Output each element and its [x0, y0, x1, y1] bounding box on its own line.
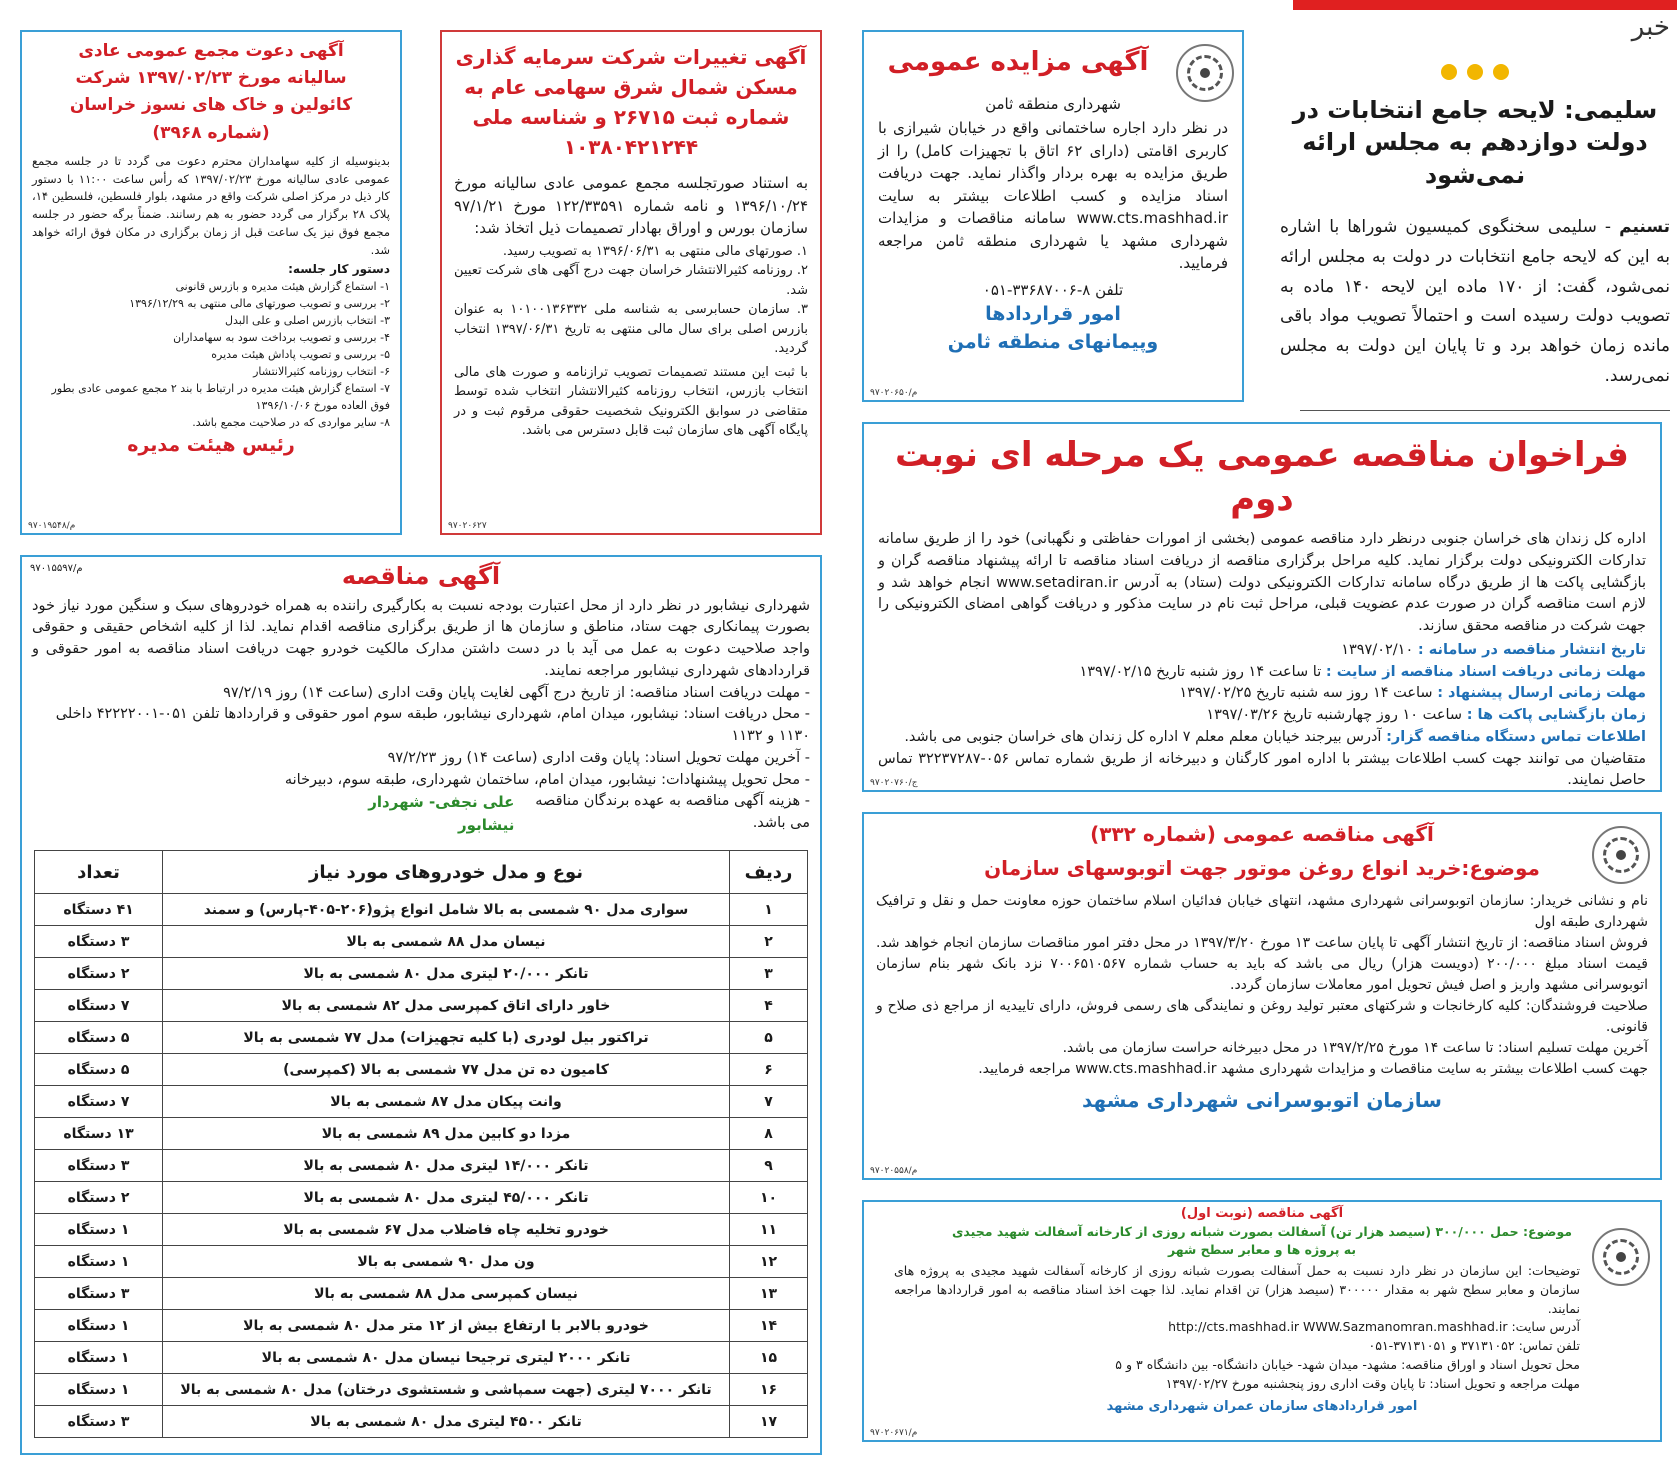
cell-vehicle-type: سواری مدل ۹۰ شمسی به بالا شامل انواع پژو(۲۰۶-۴۰۵-پارس) و سمند: [163, 894, 730, 926]
bus-subject: موضوع:خرید انواع روغن موتور جهت اتوبوسهای سازمان: [984, 855, 1540, 880]
assembly-agenda-6: ۶- انتخاب روزنامه کثیرالانتشار: [253, 364, 390, 378]
table-row: [35, 1214, 808, 1246]
cell-vehicle-type: نیسان مدل ۸۸ شمسی به بالا: [163, 926, 730, 958]
bus-para: نام و نشانی خریدار: سازمان اتوبوسرانی شهرداری مشهد، انتهای خیابان فدائیان اسلام ساختمان حوزه معاونت حمل و نقل و ترافیک شهرداری طبقه اول: [876, 893, 1648, 931]
dot-icon: [1493, 64, 1509, 80]
table-row: [35, 1022, 808, 1054]
tender2-row-value: تا ساعت ۱۴ روز شنبه تاریخ ۱۳۹۷/۰۲/۱۵: [1079, 663, 1322, 680]
cell-row-number: ۱۲: [730, 1246, 808, 1278]
cell-count: ۵ دستگاه: [35, 1022, 163, 1054]
cell-row-number: ۵: [730, 1022, 808, 1054]
table-row: [35, 894, 808, 926]
bus-para: فروش اسناد مناقصه: از تاریخ انتشار آگهی تا پایان ساعت ۱۳ مورخ ۱۳۹۷/۳/۲۰ در محل دفتر امور مناقصات سازمان انجام خواهد شد. قیمت اسناد مبلغ ۲۰۰/۰۰۰ (دویست هزار) ریال می باشد که باید به حساب شماره ۷۰۰۶۵۱۰۵۶۷ نزد بانک شهر بنام سازمان اتوبوسرانی مشهد واریز و اصل فیش تحویل امور معاملات سازمان گردد.: [876, 935, 1649, 994]
assembly-agenda-4: ۴- بررسی و تصویب برداخت سود به سهامداران: [173, 330, 390, 344]
cell-row-number: ۴: [730, 990, 808, 1022]
tender2-row-value: ساعت ۱۰ روز چهارشنبه تاریخ ۱۳۹۷/۰۳/۲۶: [1206, 707, 1463, 724]
table-row: [35, 1118, 808, 1150]
auction-ad: [862, 30, 1244, 402]
tender2-row: [864, 662, 1660, 684]
mashhad-municipality-logo-icon: [1592, 1228, 1650, 1286]
table-row: [35, 1246, 808, 1278]
assembly-agenda-7: ۷- استماع گزارش هیئت مدیره در ارتباط با بند ۲ مجمع عمومی عادی بطور فوق العاده مورخ ۱۳۹۶/۱۰/۰۶: [51, 381, 390, 412]
bus-para: صلاحیت فروشندگان: کلیه کارخانجات و شرکتهای معتبر تولید روغن و نمایندگی های رسمی فروش، دارای تاییدیه از مراجع ذی صلاح و قانونی.: [876, 998, 1648, 1036]
company-changes-ad: [440, 30, 822, 535]
cell-row-number: ۱۴: [730, 1310, 808, 1342]
cell-vehicle-type: تانکر ۴۵۰۰ لیتری مدل ۸۰ شمسی به بالا: [163, 1406, 730, 1438]
auction-org: شهرداری منطقه ثامن: [985, 95, 1121, 114]
cell-row-number: ۱۷: [730, 1406, 808, 1438]
neyshabur-code-top: م/۹۷۰۱۵۵۹۷: [30, 563, 83, 574]
cell-row-number: ۸: [730, 1118, 808, 1150]
asphalt-tender-ad: [862, 1200, 1662, 1442]
cell-row-number: ۱: [730, 894, 808, 926]
cell-vehicle-type: تانکر ۲۰/۰۰۰ لیتری مدل ۸۰ شمسی به بالا: [163, 958, 730, 990]
tender2-row-label: مهلت زمانی دریافت اسناد مناقصه از سایت :: [1325, 663, 1646, 680]
assembly-agenda-3: ۳- انتخاب بازرس اصلی و علی البدل: [225, 313, 390, 327]
news-section: [1280, 12, 1670, 392]
vehicle-table-wrap: [22, 850, 820, 1438]
asphalt-deadline: مهلت مراجعه و تحویل اسناد: تا پایان وقت اداری روز پنجشنبه مورخ ۱۳۹۷/۰۲/۲۷: [1165, 1375, 1580, 1391]
bus-code: م/۹۷۰۲۰۵۵۸: [870, 1166, 918, 1176]
cell-row-number: ۷: [730, 1086, 808, 1118]
auction-title: آگهی مزایده عمومی: [887, 47, 1149, 77]
header-red-bar: [1293, 0, 1677, 10]
col-header-row-number: ردیف: [730, 851, 808, 894]
news-dots: [1280, 64, 1670, 80]
tender2-row-label: اطلاعات تماس دستگاه مناقصه گزار:: [1386, 728, 1646, 745]
changes-item-2: ۲. روزنامه کثیرالانتشار خراسان جهت درج آگهی های شرکت تعیین شد.: [454, 263, 808, 298]
cell-vehicle-type: خودرو تخلیه چاه فاضلاب مدل ۶۷ شمسی به بالا: [163, 1214, 730, 1246]
col-header-vehicle-type: نوع و مدل خودروهای مورد نیاز: [163, 851, 730, 894]
tender2-footer: متقاضیان می توانند جهت کسب اطلاعات بیشتر با اداره امور کارگنان و دبیرخانه از طریق شماره تماس ۰۵۶-۳۲۲۳۷۲۸۷ تماس حاصل نمایند.: [878, 750, 1646, 789]
cell-count: ۳ دستگاه: [35, 926, 163, 958]
cell-vehicle-type: تانکر ۲۰۰۰ لیتری ترجیحا نیسان مدل ۸۰ شمسی به بالا: [163, 1342, 730, 1374]
table-row: [35, 926, 808, 958]
table-row: [35, 1150, 808, 1182]
mashhad-municipality-logo-icon: [1176, 44, 1234, 102]
cell-count: ۳ دستگاه: [35, 1150, 163, 1182]
tender2-body: اداره کل زندان های خراسان جنوبی درنظر دارد مناقصه عمومی (بخشی از امورات حفاظتی و نگهبانی) خود را از طریق سامانه تدارکات الکترونیکی دولت برگزار نماید. کلیه مراحل برگزاری مناقصه از دریافت اسناد مناقصه تا ارائه پیشنهاد مناقصه گران و بازگشایی پاکت ها از طریق درگاه سامانه تدارکات الکترونیکی دولت (ستاد) به آدرس www.setadiran.ir انجام خواهد شد و لازم است مناقصه گران در صورت عدم عضویت قبلی، مراحل ثبت نام در سایت مذکور و دریافت گواهی امضای الکترونیکی را جهت شرکت در مناقصه محقق سازند.: [878, 531, 1646, 635]
changes-title: آگهی تغییرات شرکت سرمایه گذاری مسکن شمال شرق سهامی عام به شماره ثبت ۲۶۷۱۵ و شناسه ملی ۱۰۳۸۰۴۲۱۲۴۴: [455, 45, 807, 159]
cell-count: ۳ دستگاه: [35, 1406, 163, 1438]
cell-row-number: ۱۵: [730, 1342, 808, 1374]
dot-icon: [1441, 64, 1457, 80]
tender2-title: فراخوان مناقصه عمومی یک مرحله ای نوبت دوم: [895, 435, 1629, 519]
tender2-row: [864, 640, 1660, 662]
auction-sign-2: وپیمانهای منطقه ثامن: [947, 330, 1159, 353]
bus-para: جهت کسب اطلاعات بیشتر به سایت مناقصات و مزایدات شهرداری مشهد www.cts.mashhad.ir مراجعه فرمایید.: [978, 1061, 1648, 1078]
assembly-agenda-8: ۸- سایر مواردی که در صلاحیت مجمع باشد.: [192, 416, 390, 429]
auction-body: در نظر دارد اجاره ساختمانی واقع در خیابان شیرازی با کاربری اقامتی (دارای ۶۲ اتاق با تجهیزات کامل) را از طریق مزایده به بهره بردار واگذار نماید. جهت دریافت اسناد مزایده و کسب اطلاعات بیشتر به سایت www.cts.mashhad.ir سامانه مناقصات و مزایدات شهرداری مشهد یا شهرداری منطقه ثامن مراجعه فرمایید.: [878, 119, 1228, 273]
asphalt-body: توضیحات: این سازمان در نظر دارد نسبت به حمل آسفالت بصورت شبانه روزی از کارخانه آسفالت شهید مجیدی به پروژه های سازمان و معابر سطح شهر به مقدار ۳۰۰۰۰۰ (سیصد هزار) تن اقدام نماید. لذا جهت اخذ اسناد مناقصه به امور قراردادها مراجعه نمایند.: [894, 1263, 1580, 1316]
table-row: [35, 1278, 808, 1310]
cell-vehicle-type: ون مدل ۹۰ شمسی به بالا: [163, 1246, 730, 1278]
cell-row-number: ۳: [730, 958, 808, 990]
auction-sign-1: امور قراردادها: [985, 302, 1121, 325]
asphalt-subject: موضوع: حمل ۳۰۰/۰۰۰ (سیصد هزار تن) آسفالت بصورت شبانه روزی از کارخانه آسفالت شهید مجیدی به پروژه ها و معابر سطح شهر: [951, 1223, 1573, 1258]
auction-phone: تلفن ۸-۳۳۶۸۷۰۰۶-۰۵۱: [982, 280, 1124, 299]
asphalt-phone: تلفن تماس: ۳۷۱۳۱۰۵۲ و ۳۷۱۳۱۰۵۱-۰۵۱: [1368, 1338, 1580, 1354]
cell-vehicle-type: خودرو بالابر با ارتفاع بیش از ۱۲ متر مدل ۸۰ شمسی به بالا: [163, 1310, 730, 1342]
mashhad-municipality-logo-icon: [1592, 826, 1650, 884]
col-header-count: تعداد: [35, 851, 163, 894]
vehicle-table-body: [35, 894, 808, 1438]
cell-count: ۱ دستگاه: [35, 1246, 163, 1278]
table-row: [35, 1310, 808, 1342]
neyshabur-sign: علی نجفی- شهردار نیشابور: [368, 793, 515, 834]
cell-vehicle-type: تانکر ۷۰۰۰ لیتری (جهت سمپاشی و شستشوی درختان) مدل ۸۰ شمسی به بالا: [163, 1374, 730, 1406]
table-row: [35, 1054, 808, 1086]
changes-code: ۹۷۰۲۰۶۲۷: [448, 521, 487, 531]
table-row: [35, 1086, 808, 1118]
tender2-code: ج/۹۷۰۲۰۷۶۰: [870, 778, 918, 788]
dot-icon: [1467, 64, 1483, 80]
cell-row-number: ۲: [730, 926, 808, 958]
table-row: [35, 1182, 808, 1214]
neyshabur-title: آگهی مناقصه: [341, 562, 501, 590]
cell-count: ۱ دستگاه: [35, 1214, 163, 1246]
tender2-row-label: مهلت زمانی ارسال پیشنهاد :: [1437, 685, 1646, 702]
changes-footer: با ثبت این مستند تصمیمات تصویب ترازنامه و صورت های مالی انتخاب بازرس، انتخاب روزنامه کثیرالانتشار انتخاب شده توسط متقاضی در سوابق الکترونیک شخصیت حقوقی مرقوم ثبت و در پایگاه آگهی های سازمان ثبت قابل دسترس می باشد.: [454, 364, 808, 438]
table-row: [35, 990, 808, 1022]
asphalt-title: آگهی مناقصه (نوبت اول): [1180, 1206, 1344, 1221]
cell-row-number: ۹: [730, 1150, 808, 1182]
cell-vehicle-type: نیسان کمپرسی مدل ۸۸ شمسی به بالا: [163, 1278, 730, 1310]
tender-second-round-ad: [862, 422, 1662, 792]
changes-body: به استناد صورتجلسه مجمع عمومی عادی سالیانه مورخ ۱۳۹۶/۱۰/۲۴ و نامه شماره ۱۲۲/۳۳۵۹۱ مورخ ۹۷/۱/۲۱ سازمان بورس و اوراق بهادار تصمیمات ذیل اتخاذ شد:: [454, 174, 808, 237]
table-row: [35, 958, 808, 990]
cell-count: ۳ دستگاه: [35, 1278, 163, 1310]
assembly-code: م/۹۷۰۱۹۵۴۸: [28, 521, 76, 531]
assembly-sign: رئیس هیئت مدیره: [127, 434, 295, 457]
cell-row-number: ۱۳: [730, 1278, 808, 1310]
cell-vehicle-type: خاور دارای اتاق کمپرسی مدل ۸۲ شمسی به بالا: [163, 990, 730, 1022]
cell-count: ۱۳ دستگاه: [35, 1118, 163, 1150]
cell-count: ۷ دستگاه: [35, 990, 163, 1022]
asphalt-site: آدرس سایت: http://cts.mashhad.ir WWW.Sazmanomran.mashhad.ir: [1168, 1319, 1580, 1335]
bus-sign: سازمان اتوبوسرانی شهرداری مشهد: [1082, 1088, 1442, 1113]
table-row: [35, 1406, 808, 1438]
news-text: - سلیمی سخنگوی کمیسیون شوراها با اشاره به این که لایحه جامع انتخابات در دولت به مجلس ارائه نمی‌شود، گفت: از ۱۷۰ ماده این لایحه ۱۴۰ ماده به تصویب دولت رسیده است و احتمالاً تصویب مواد باقی مانده زمان خواهد برد و تا پایان این دولت به مجلس نمی‌رسد.: [1280, 217, 1670, 386]
cell-vehicle-type: تراکتور بیل لودری (با کلیه تجهیزات) مدل ۷۷ شمسی به بالا: [163, 1022, 730, 1054]
neyshabur-item: - مهلت دریافت اسناد مناقصه: از تاریخ درج آگهی لغایت پایان وقت اداری (ساعت ۱۴) روز ۹۷/۲/۱۹: [223, 684, 810, 701]
news-source: تسنیم: [1619, 217, 1671, 238]
neyshabur-body: شهرداری نیشابور در نظر دارد از محل اعتبارت بودجه نسبت به بکارگیری راننده به همراه خودروهای سبک و سنگین مورد نیاز خود بصورت پیمانکاری جهت ستاد، مناطق و سازمان ها از طریق برگزاری مناقصه اقدام نماید. لذا از کلیه اشخاص حقیقی و حقوقی واجد صلاحیت دعوت به عمل می آید با در دست داشتن مدارک مالکیت خودرو جهت دریافت اسناد مناقصه به امور حقوقی و قراردادهای شهرداری نیشابور مراجعه نمایند.: [32, 597, 810, 679]
neyshabur-item: - محل تحویل پیشنهادات: نیشابور، میدان امام، ساختمان شهرداری، طبقه سوم، دبیرخانه: [284, 771, 810, 788]
cell-row-number: ۶: [730, 1054, 808, 1086]
cell-vehicle-type: مزدا دو کابین مدل ۸۹ شمسی به بالا: [163, 1118, 730, 1150]
table-header-row: [35, 851, 808, 894]
cell-count: ۱ دستگاه: [35, 1310, 163, 1342]
neyshabur-item: - آخرین مهلت تحویل اسناد: پایان وقت اداری (ساعت ۱۴) روز ۹۷/۲/۲۳: [387, 749, 810, 766]
cell-count: ۴۱ دستگاه: [35, 894, 163, 926]
asphalt-place: محل تحویل اسناد و اوراق مناقصه: مشهد- میدان شهد- خیابان دانشگاه- بین دانشگاه ۳ و ۵: [1115, 1356, 1580, 1372]
assembly-invitation-ad: [20, 30, 402, 535]
assembly-agenda-5: ۵- بررسی و تصویب پاداش هیئت مدیره: [211, 347, 390, 361]
neyshabur-tender-ad: [20, 555, 822, 1455]
table-row: [35, 1342, 808, 1374]
tender2-row: [864, 683, 1660, 705]
asphalt-sign: امور قراردادهای سازمان عمران شهرداری مشهد: [1106, 1399, 1418, 1415]
cell-count: ۵ دستگاه: [35, 1054, 163, 1086]
asphalt-code: م/۹۷۰۲۰۶۷۱: [870, 1428, 918, 1438]
neyshabur-item: - محل دریافت اسناد: نیشابور، میدان امام، شهرداری نیشابور، طبقه سوم امور حقوقی و قراردادها تلفن ۰۵۱-۴۲۲۲۲۰۰۱ داخلی ۱۱۳۰ و ۱۱۳۲: [55, 706, 810, 745]
assembly-title: آگهی دعوت مجمع عمومی عادی سالیانه مورخ ۱۳۹۷/۰۲/۲۳ شرکت کائولین و خاک های نسوز خراسان (شماره ۳۹۶۸): [69, 41, 353, 143]
tender2-row-label: زمان بازگشایی پاکت ها :: [1466, 707, 1646, 724]
cell-vehicle-type: کامیون ده تن مدل ۷۷ شمسی به بالا (کمپرسی): [163, 1054, 730, 1086]
changes-item-3: ۳. سازمان حسابرسی به شناسه ملی ۱۰۱۰۰۱۳۶۳۳۲ به عنوان بازرس اصلی برای سال مالی منتهی به تاریخ ۱۳۹۷/۰۶/۳۱ انتخاب گردید.: [454, 302, 808, 356]
cell-count: ۲ دستگاه: [35, 1182, 163, 1214]
news-divider: [1300, 410, 1670, 411]
vehicle-table: [34, 850, 808, 1438]
auction-code: م/۹۷۰۲۰۶۵۰: [870, 388, 918, 398]
neyshabur-item: [22, 791, 820, 836]
changes-item-1: ۱. صورتهای مالی منتهی به ۱۳۹۶/۰۶/۳۱ به تصویب رسید.: [502, 243, 808, 259]
cell-count: ۱ دستگاه: [35, 1342, 163, 1374]
bus-para: آخرین مهلت تسلیم اسناد: تا ساعت ۱۴ مورخ ۱۳۹۷/۲/۲۵ در محل دبیرخانه حراست سازمان می باشد.: [1062, 1040, 1648, 1057]
tender2-row: [864, 727, 1660, 749]
tender2-row-value: ۱۳۹۷/۰۲/۱۰: [1341, 641, 1414, 658]
assembly-agenda-1: ۱- استماع گزارش هیئت مدیره و بازرس قانونی: [175, 279, 390, 293]
cell-row-number: ۱۱: [730, 1214, 808, 1246]
assembly-agenda-title: دستور کار جلسه:: [288, 261, 390, 276]
bus-oil-tender-ad: [862, 812, 1662, 1180]
assembly-body: بدینوسیله از کلیه سهامداران محترم دعوت می گردد تا در جلسه مجمع عمومی عادی سالیانه مورخ ۱۳۹۷/۰۲/۲۳ که رأس ساعت ۱۱:۰۰ با دستور کار ذیل در مرکز اصلی شرکت واقع در مشهد، بلوار فلسطین، فلسطین ۱۴، پلاک ۲۸ برگزار می گردد حضور به هم رسانند. ضمناً برگه حضور در جلسه مجمع فوق نیز یک ساعت قبل از زمان برگزاری در مکان فوق ارائه خواهد شد.: [32, 153, 390, 257]
news-title: سلیمی: لایحه جامع انتخابات در دولت دوازدهم به مجلس ارائه نمی‌شود: [1292, 96, 1658, 189]
tender2-row-value: آدرس بیرجند خیابان معلم معلم ۷ اداره کل زندان های خراسان جنوبی می باشد.: [904, 728, 1382, 745]
cell-count: ۱ دستگاه: [35, 1374, 163, 1406]
news-header: خبر: [1631, 12, 1670, 42]
neyshabur-item-text: - هزینه آگهی مناقصه به عهده برندگان مناقصه می باشد.: [535, 793, 810, 832]
tender2-row-label: تاریخ انتشار مناقصه در سامانه :: [1417, 641, 1646, 658]
assembly-agenda-2: ۲- بررسی و تصویب صورتهای مالی منتهی به ۱۳۹۶/۱۲/۲۹: [129, 296, 390, 310]
cell-row-number: ۱۶: [730, 1374, 808, 1406]
cell-vehicle-type: تانکر ۱۴/۰۰۰ لیتری مدل ۸۰ شمسی به بالا: [163, 1150, 730, 1182]
tender2-row-value: ساعت ۱۴ روز سه شنبه تاریخ ۱۳۹۷/۰۲/۲۵: [1179, 685, 1433, 702]
bus-title: آگهی مناقصه عمومی (شماره ۳۳۲): [1090, 822, 1434, 846]
cell-vehicle-type: تانکر ۴۵/۰۰۰ لیتری مدل ۸۰ شمسی به بالا: [163, 1182, 730, 1214]
cell-count: ۷ دستگاه: [35, 1086, 163, 1118]
cell-vehicle-type: وانت پیکان مدل ۸۷ شمسی به بالا: [163, 1086, 730, 1118]
cell-row-number: ۱۰: [730, 1182, 808, 1214]
news-body: [1280, 213, 1670, 392]
table-row: [35, 1374, 808, 1406]
tender2-row: [864, 705, 1660, 727]
cell-count: ۲ دستگاه: [35, 958, 163, 990]
